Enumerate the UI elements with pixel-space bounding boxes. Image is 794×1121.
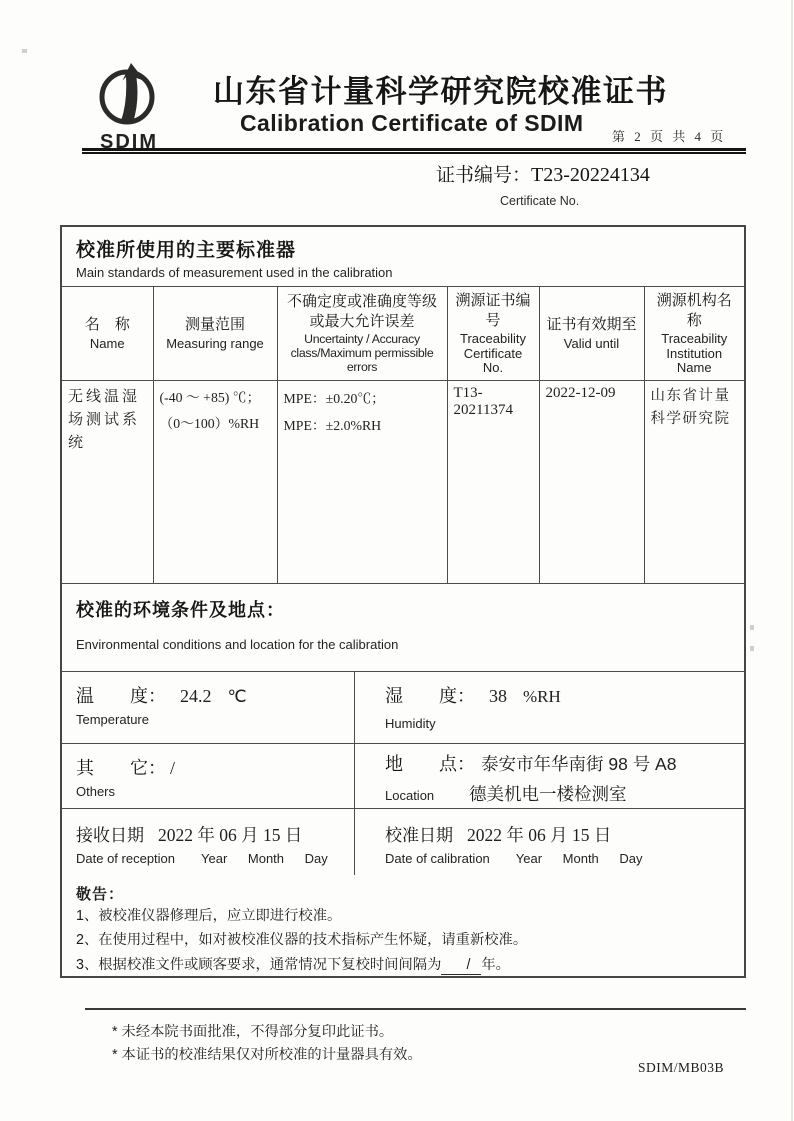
calibration-date-label-en: Date of calibration [385,850,490,866]
location-cell [355,744,744,809]
reception-date-label-en: Date of reception [76,850,176,866]
temperature-label: 温 度： [76,685,166,706]
col-header-traceability-cert-no: 溯源证书编号 Traceability Certificate No. [447,287,539,380]
environment-title-en: Environmental conditions and location for the calibration [76,636,399,652]
form-code: SDIM/MB03B [638,1060,725,1075]
location-value-line1: 泰安市年华南街 98 号 A8 [481,753,677,774]
main-content-box [60,225,746,978]
header-divider [82,148,746,154]
reception-date-label: 接收日期 [76,825,144,845]
location-label-en: Location [385,787,435,803]
location-label: 地 点： [385,753,475,774]
mpe-cell: MPE：±0.20℃； MPE：±2.0%RH [277,380,447,583]
sdim-logo [93,62,165,154]
environment-grid [62,672,744,875]
certificate-number [436,160,650,187]
scan-speck [750,646,754,651]
sdim-logo-icon [95,115,163,132]
environment-section-header [62,584,744,672]
page-indicator: 第 2 页 共 4 页 [612,129,727,144]
notice-item-2: 2、在使用过程中，如对被校准仪器的技术指标产生怀疑，请重新校准。 [76,932,528,949]
footnote-2: * 本证书的校准结果仅对所校准的计量器具有效。 [112,1046,422,1063]
temperature-unit: ℃ [227,686,247,706]
calibration-date-units-en: Year Month Day [515,850,643,866]
footnote-1: * 未经本院书面批准，不得部分复印此证书。 [112,1024,394,1040]
notice-section [62,875,744,987]
standard-name-cell: 无线温湿场测试系统 [62,380,153,583]
reception-date-value: 2022 年 06 月 15 日 [158,824,303,845]
calibration-date-value: 2022 年 06 月 15 日 [467,824,612,845]
valid-until-cell: 2022-12-09 [539,380,644,583]
environment-title-cn: 校准的环境条件及地点： [76,599,285,620]
humidity-cell [355,672,744,744]
humidity-value: 38 [489,685,507,706]
humidity-label-en: Humidity [385,715,436,731]
standards-table-data-row [62,380,744,583]
recalibration-interval-blank: / [441,958,481,975]
standards-title-cn: 校准所使用的主要标准器 [76,240,297,261]
scan-speck [750,625,754,630]
others-value: / [170,757,176,778]
certificate-number-label: 证书编号： [436,165,532,186]
standards-section-header [62,227,744,287]
measuring-range-cell: (-40 ～ +85) ℃； （0～100）%RH [153,380,277,583]
humidity-unit: %RH [523,686,561,706]
standards-title-en: Main standards of measurement used in the calibration [76,265,393,280]
temperature-label-en: Temperature [76,711,149,727]
col-header-institution: 溯源机构名称 Traceability Institution Name [644,287,744,380]
col-header-name: 名 称 Name [62,287,153,380]
notice-title: 敬告： [76,885,125,903]
temperature-value: 24.2 [180,685,212,706]
others-cell [62,744,355,809]
scan-edge-artifact [791,0,793,1121]
col-header-measuring-range: 测量范围 Measuring range [153,287,277,380]
reception-date-units-en: Year Month Day [201,850,328,866]
logo-text: SDIM [100,131,158,153]
notice-item-3: 3、根据校准文件或顾客要求，通常情况下复校时间间隔为 / 年。 [76,956,510,973]
humidity-label: 湿 度： [385,685,475,706]
footer-divider [85,1008,746,1010]
standards-table-header-row [62,287,744,380]
col-header-uncertainty: 不确定度或准确度等级或最大允许误差 Uncertainty / Accuracy class/Maximum permissible errors [277,287,447,380]
temperature-cell [62,672,355,744]
calibration-date-cell [355,809,744,875]
institution-cell: 山东省计量科学研究院 [644,380,744,583]
traceability-cert-no-cell: T13-20211374 [447,380,539,583]
certificate-number-value: T23-20224134 [531,164,650,186]
location-value-line2: 德美机电一楼检测室 [469,783,627,804]
standards-table [62,287,744,584]
certificate-title-en: Calibration Certificate of SDIM [240,110,584,136]
certificate-number-sublabel: Certificate No. [500,194,580,208]
others-label-en: Others [76,783,116,799]
scan-speck [22,49,27,53]
certificate-title-cn: 山东省计量科学研究院校准证书 [213,74,668,109]
footnotes [112,1021,422,1066]
calibration-date-label: 校准日期 [385,825,453,845]
col-header-valid-until: 证书有效期至 Valid until [539,287,644,380]
others-label: 其 它： [76,757,166,778]
reception-date-cell [62,809,355,875]
notice-item-1: 1、被校准仪器修理后，应立即进行校准。 [76,907,342,924]
